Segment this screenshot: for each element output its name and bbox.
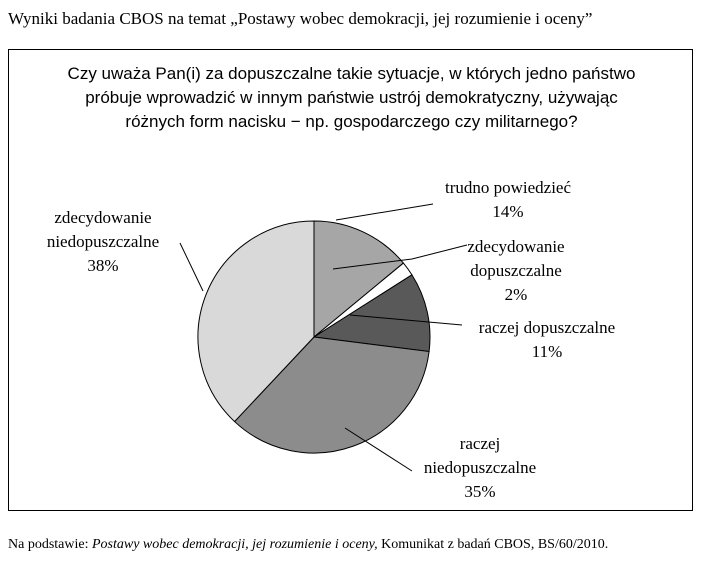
slice-category-label: zdecydowanie: [54, 208, 152, 227]
slice-category-label: raczej: [459, 434, 501, 453]
question-line: różnych form nacisku − np. gospodarczego czy militarnego?: [125, 112, 578, 131]
slice-category-label: niedopuszczalne: [46, 232, 160, 251]
leader-line: [336, 204, 433, 220]
slice-label: [467, 237, 564, 304]
slice-label: [47, 208, 159, 275]
slice-category-label: trudno powiedzieć: [444, 178, 572, 197]
question-line: próbuje wprowadzić w innym państwie ustrój demokratyczny, używając: [85, 88, 618, 107]
slice-value-label: 14%: [492, 202, 524, 221]
slice-value-label: 38%: [87, 256, 119, 275]
page-header: Wyniki badania CBOS na temat „Postawy wobec demokracji, jej rozumienie i oceny”: [8, 9, 593, 28]
slice-label: [424, 434, 536, 501]
source-suffix: Komunikat z badań CBOS, BS/60/2010.: [377, 537, 609, 552]
slice-value-label: 2%: [504, 285, 528, 304]
question-line: Czy uważa Pan(i) za dopuszczalne takie sytuacje, w których jedno państwo: [67, 64, 636, 83]
slice-label: [445, 178, 571, 221]
slice-value-label: 11%: [531, 342, 563, 361]
slice-category-label: dopuszczalne: [470, 261, 562, 280]
leader-line: [180, 243, 203, 291]
source-title: Postawy wobec demokracji, jej rozumienie i oceny,: [91, 537, 378, 552]
slice-value-label: 35%: [464, 482, 496, 501]
slice-category-label: raczej dopuszczalne: [478, 318, 616, 337]
source-prefix: Na podstawie:: [8, 537, 92, 552]
source-note: [8, 537, 608, 553]
leader-line: [345, 428, 412, 471]
slice-category-label: niedopuszczalne: [423, 458, 537, 477]
slice-category-label: zdecydowanie: [467, 237, 565, 256]
slice-label: [479, 318, 615, 361]
